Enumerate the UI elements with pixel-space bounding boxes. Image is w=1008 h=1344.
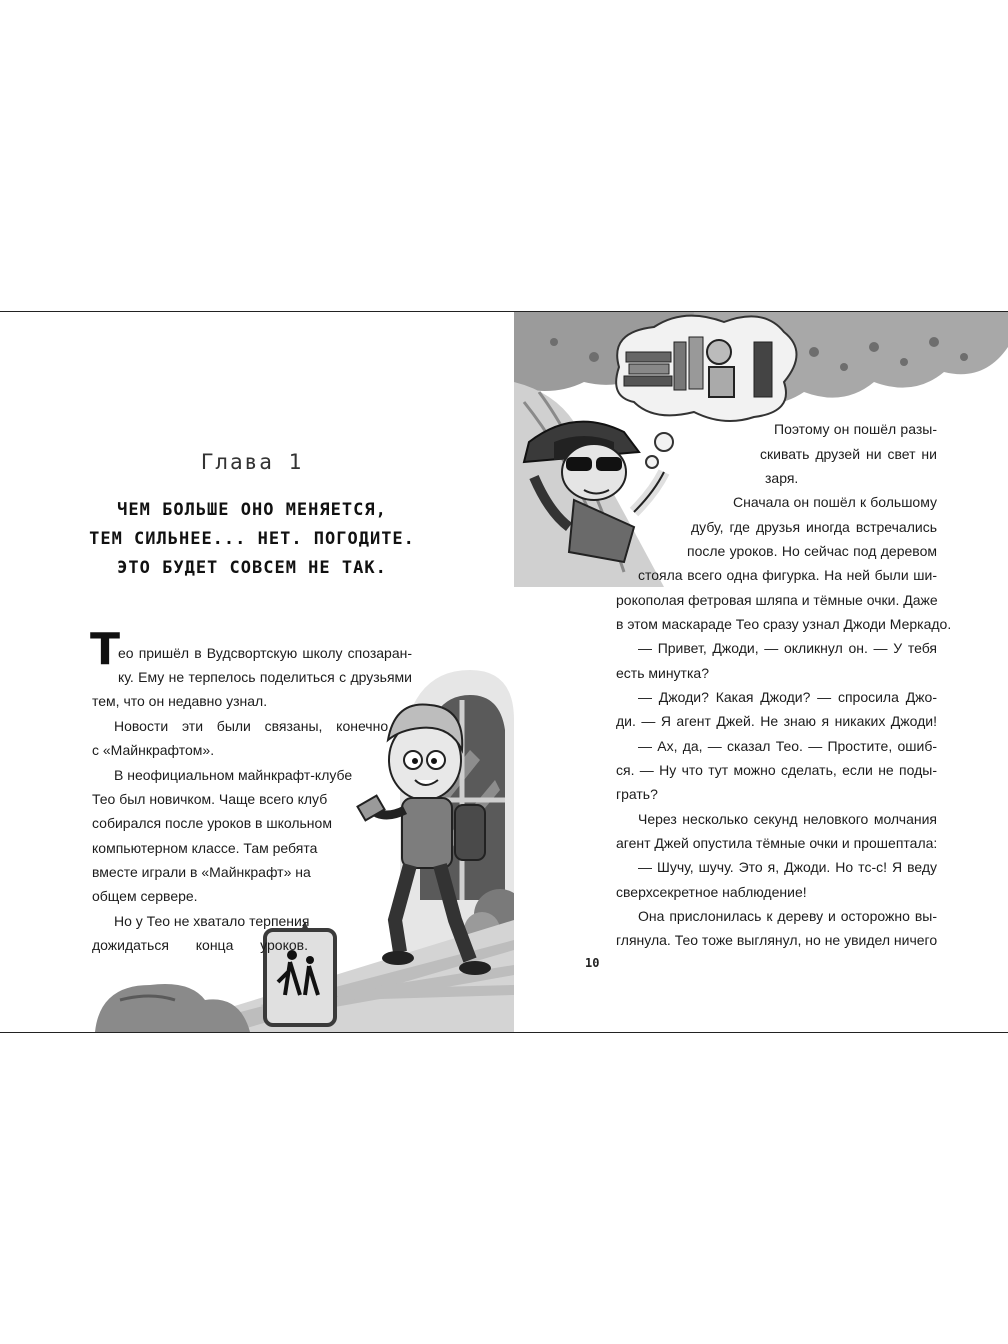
text-line: скивать друзей ни свет ни (760, 446, 937, 462)
text-line: грать? (616, 786, 658, 802)
text-line: ку. Ему не терпелось поделиться с друзьями (118, 669, 412, 685)
text-line: — Джоди? Какая Джоди? — спросила Джо- (638, 689, 937, 705)
text-line: ео пришёл в Вудсвортскую школу спозаран- (118, 645, 412, 661)
text-line: есть минутка? (616, 665, 709, 681)
text-line: ся. — Ну что тут можно сделать, если не поды- (616, 762, 937, 778)
text-line: ди. — Я агент Джей. Не знаю я никаких Джоди! (616, 713, 937, 729)
text-line: стояла всего одна фигурка. На ней были ши- (638, 567, 937, 583)
drop-cap: Т (90, 624, 121, 675)
text-line: с «Майнкрафтом». (92, 742, 215, 758)
text-line: глянула. Тео тоже выглянул, но не увидел ничего (616, 932, 938, 948)
text-line: — Шучу, шучу. Это я, Джоди. Но тс-с! Я веду (638, 859, 937, 875)
chapter-label: Глава 1 (200, 450, 304, 474)
page-number: 10 (585, 956, 600, 970)
text-line: сверхсекретное наблюдение! (616, 884, 807, 900)
text-line: тем, что он недавно узнал. (92, 693, 268, 709)
text-line: — Привет, Джоди, — окликнул он. — У тебя (638, 640, 937, 656)
chapter-title-line: ЧЕМ БОЛЬШЕ ОНО МЕНЯЕТСЯ, (117, 500, 387, 520)
text-line: Через несколько секунд неловкого молчания (638, 811, 937, 827)
text-line: вместе играли в «Майнкрафт» на (92, 864, 311, 880)
text-line: Сначала он пошёл к большому (733, 494, 937, 510)
text-line: рокополая фетровая шляпа и тёмные очки. Даже (616, 592, 938, 608)
text-line: собирался после уроков в школьном (92, 815, 332, 831)
text-line: Поэтому он пошёл разы- (774, 421, 937, 437)
text-line: Тео был новичком. Чаще всего клуб (92, 791, 328, 807)
text-line: Новости эти были связаны, конечно, (114, 718, 392, 734)
text-line: заря. (765, 470, 799, 486)
text-line: дожидаться конца уроков. (92, 937, 308, 953)
bottom-page-edge (0, 1032, 1008, 1033)
chapter-title-line: ЭТО БУДЕТ СОВСЕМ НЕ ТАК. (117, 558, 387, 578)
text-line: дубу, где друзья иногда встречались (691, 519, 937, 535)
chapter-title-line: ТЕМ СИЛЬНЕЕ... НЕТ. ПОГОДИТЕ. (89, 529, 415, 549)
text-line: компьютерном классе. Там ребята (92, 840, 318, 856)
text-line: после уроков. Но сейчас под деревом (687, 543, 937, 559)
text-line: Но у Тео не хватало терпения (114, 913, 310, 929)
chapter-title (0, 496, 504, 583)
text-line: в этом маскараде Тео сразу узнал Джоди Меркадо. (616, 616, 952, 632)
text-line: Она прислонилась к дереву и осторожно вы- (638, 908, 937, 924)
text-line: В неофициальном майнкрафт-клубе (114, 767, 353, 783)
text-line: — Ах, да, — сказал Тео. — Простите, ошиб- (638, 738, 937, 754)
text-line: агент Джей опустила тёмные очки и прошептала: (616, 835, 938, 851)
text-line: общем сервере. (92, 888, 198, 904)
